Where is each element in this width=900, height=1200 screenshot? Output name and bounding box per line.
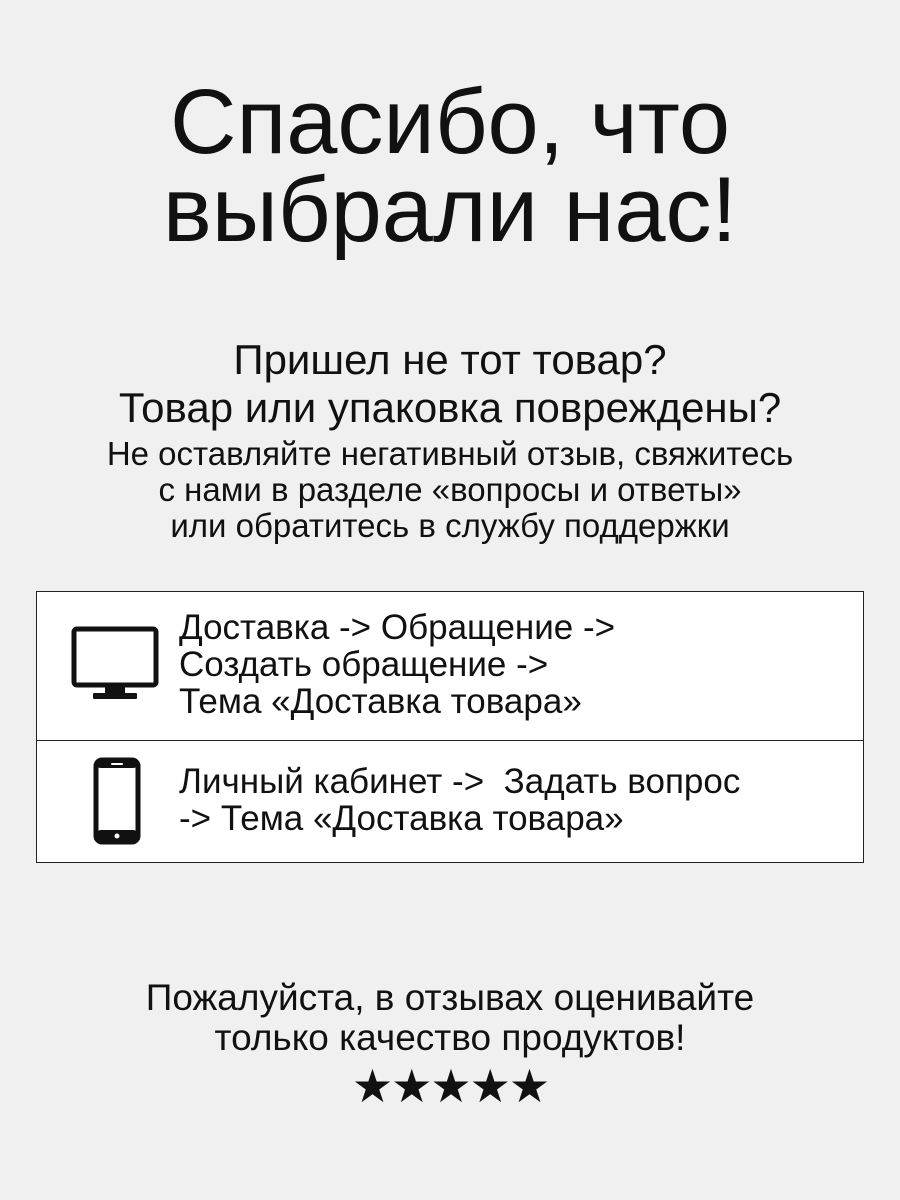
advice-line-3: или обратитесь в службу поддержки (170, 507, 730, 544)
desktop-instructions-text (179, 609, 615, 720)
mobile-step-line-1: Личный кабинет -> Задать вопрос (179, 762, 741, 801)
desktop-monitor-icon (71, 626, 159, 702)
desktop-step-line-2: Создать обращение -> (179, 645, 549, 684)
question-line-1: Пришел не тот товар? (233, 336, 667, 383)
footer-line-2: только качество продуктов! (214, 1017, 686, 1058)
review-request (0, 978, 900, 1058)
desktop-instructions-box (36, 591, 864, 741)
headline-line-1: Спасибо, что (170, 71, 730, 173)
advice-line-2: с нами в разделе «вопросы и ответы» (158, 471, 742, 508)
support-advice (0, 436, 900, 544)
desktop-step-line-3: Тема «Доставка товара» (179, 682, 582, 721)
footer-line-1: Пожалуйста, в отзывах оценивайте (145, 977, 755, 1018)
smartphone-icon (93, 757, 141, 845)
question-line-2: Товар или упаковка повреждены? (118, 384, 782, 431)
advice-line-1: Не оставляйте негативный отзыв, свяжитесь (106, 435, 794, 472)
five-star-rating-icon: ★★★★★ (351, 1059, 549, 1113)
mobile-instructions-box (36, 740, 864, 863)
problem-question (0, 336, 900, 432)
mobile-step-line-2: -> Тема «Доставка товара» (179, 799, 624, 838)
mobile-instructions-text (179, 763, 740, 837)
headline-line-2: выбрали нас! (162, 159, 738, 261)
desktop-step-line-1: Доставка -> Обращение -> (179, 608, 616, 647)
thank-you-headline (0, 71, 900, 261)
